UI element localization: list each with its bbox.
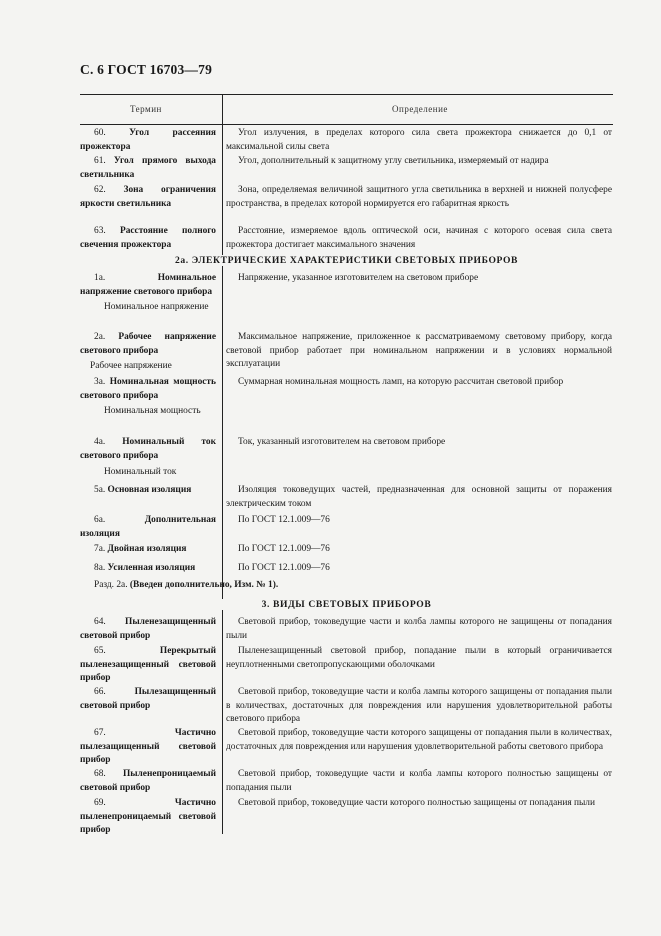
definition-62: Зона, определяемая величиной защитного угла светильника в верхней и нижней полусфере пространства, в пределах которой нормируется его габаритная яркость — [226, 185, 612, 209]
term-2a-alt: Рабочее напряжение — [90, 361, 172, 371]
term-1a-alt: Номинальное напряжение — [104, 302, 209, 312]
term-1a: 1а. Номинальное напряжение светового прибора — [80, 273, 216, 297]
definition-8a: По ГОСТ 12.1.009—76 — [238, 563, 330, 573]
column-header-definition: Определение — [392, 104, 448, 114]
definition-65: Пыленезащищенный световой прибор, попадание пыли в который ограничивается неуплотненными светопропускающими оболочками — [226, 646, 612, 670]
term-8a: 8а. Усиленная изоляция — [94, 563, 196, 573]
table-header-rule — [80, 124, 613, 125]
term-2a: 2а. Рабочее напряжение светового прибора — [80, 332, 216, 356]
term-65: 65. Перекрытый пыленезащищенный световой прибор — [80, 646, 216, 683]
definition-1a: Напряжение, указанное изготовителем на световом приборе — [238, 273, 479, 283]
term-62: 62. Зона ограничения яркости светильника — [80, 185, 217, 209]
term-4a: 4а. Номинальный ток светового прибора — [80, 437, 216, 461]
term-64: 64. Пыленезащищенный световой прибор — [80, 617, 216, 641]
term-3a: 3а. Номинальная мощность светового прибора — [80, 377, 216, 401]
term-68: 68. Пыленепроницаемый световой прибор — [80, 769, 216, 793]
definition-2a: Максимальное напряжение, приложенное к рассматриваемому световому прибору, когда световой прибор работает при номинальном напряжении и в условиях нормальной эксплуатации — [226, 332, 612, 369]
definition-60: Угол излучения, в пределах которого сила света прожектора снижается до 0,1 от максимальной силы света — [226, 128, 612, 152]
section-title-3: 3. ВИДЫ СВЕТОВЫХ ПРИБОРОВ — [80, 599, 613, 610]
definition-5a: Изоляция токоведущих частей, предназначенная для основной защиты от поражения электрическим током — [226, 485, 612, 509]
term-3a-alt: Номинальная мощность — [104, 406, 201, 416]
definition-66: Световой прибор, токоведущие части и колба лампы которого защищены от попадания пыли в количествах, достаточных для повреждения или нарушения удовлетворительной работы светового прибора — [226, 687, 612, 724]
term-69: 69. Частично пыленепроницаемый световой прибор — [80, 798, 216, 835]
page-header: С. 6 ГОСТ 16703—79 — [80, 62, 213, 77]
column-divider — [222, 94, 223, 834]
term-63: 63. Расстояние полного свечения прожектора — [80, 226, 216, 250]
table-top-rule — [80, 94, 613, 95]
term-66: 66. Пылезащищенный световой прибор — [80, 687, 216, 711]
column-header-term: Термин — [130, 104, 162, 114]
definition-6a: По ГОСТ 12.1.009—76 — [238, 515, 330, 525]
definition-68: Световой прибор, токоведущие части и колба лампы которого полностью защищены от попадания пыли — [226, 769, 612, 793]
definition-64: Световой прибор, токоведущие части и колба лампы которого не защищены от попадания пыли — [226, 617, 612, 641]
term-7a: 7а. Двойная изоляция — [94, 544, 187, 554]
definition-3a: Суммарная номинальная мощность ламп, на которую рассчитан световой прибор — [238, 377, 564, 387]
definition-63: Расстояние, измеряемое вдоль оптической оси, начиная с которого осевая сила света прожектора достигает максимального значения — [226, 226, 612, 250]
term-60: 60. Угол рассеяния прожектора — [80, 128, 216, 152]
section-title-2a: 2а. ЭЛЕКТРИЧЕСКИЕ ХАРАКТЕРИСТИКИ СВЕТОВЫХ ПРИБОРОВ — [80, 255, 613, 266]
term-61: 61. Угол прямого выхода светильника — [80, 156, 216, 180]
definition-69: Световой прибор, токоведущие части которого полностью защищены от попадания пыли — [238, 798, 595, 808]
term-6a: 6а. Дополнительная изоляция — [80, 515, 216, 539]
definition-7a: По ГОСТ 12.1.009—76 — [238, 544, 330, 554]
term-5a: 5а. Основная изоляция — [94, 485, 192, 495]
term-67: 67. Частично пылезащищенный световой прибор — [80, 728, 216, 765]
definition-4a: Ток, указанный изготовителем на световом приборе — [238, 437, 446, 447]
definition-61: Угол, дополнительный к защитному углу светильника, измеряемый от надира — [238, 156, 549, 166]
amendment-note: Разд. 2а. (Введен дополнительно, Изм. № 1). — [94, 580, 279, 590]
term-4a-alt: Номинальный ток — [104, 467, 177, 477]
definition-67: Световой прибор, токоведущие части которого защищены от попадания пыли в количествах, достаточных для повреждения или нарушения удовлетворительной работы светового прибора — [226, 728, 612, 752]
